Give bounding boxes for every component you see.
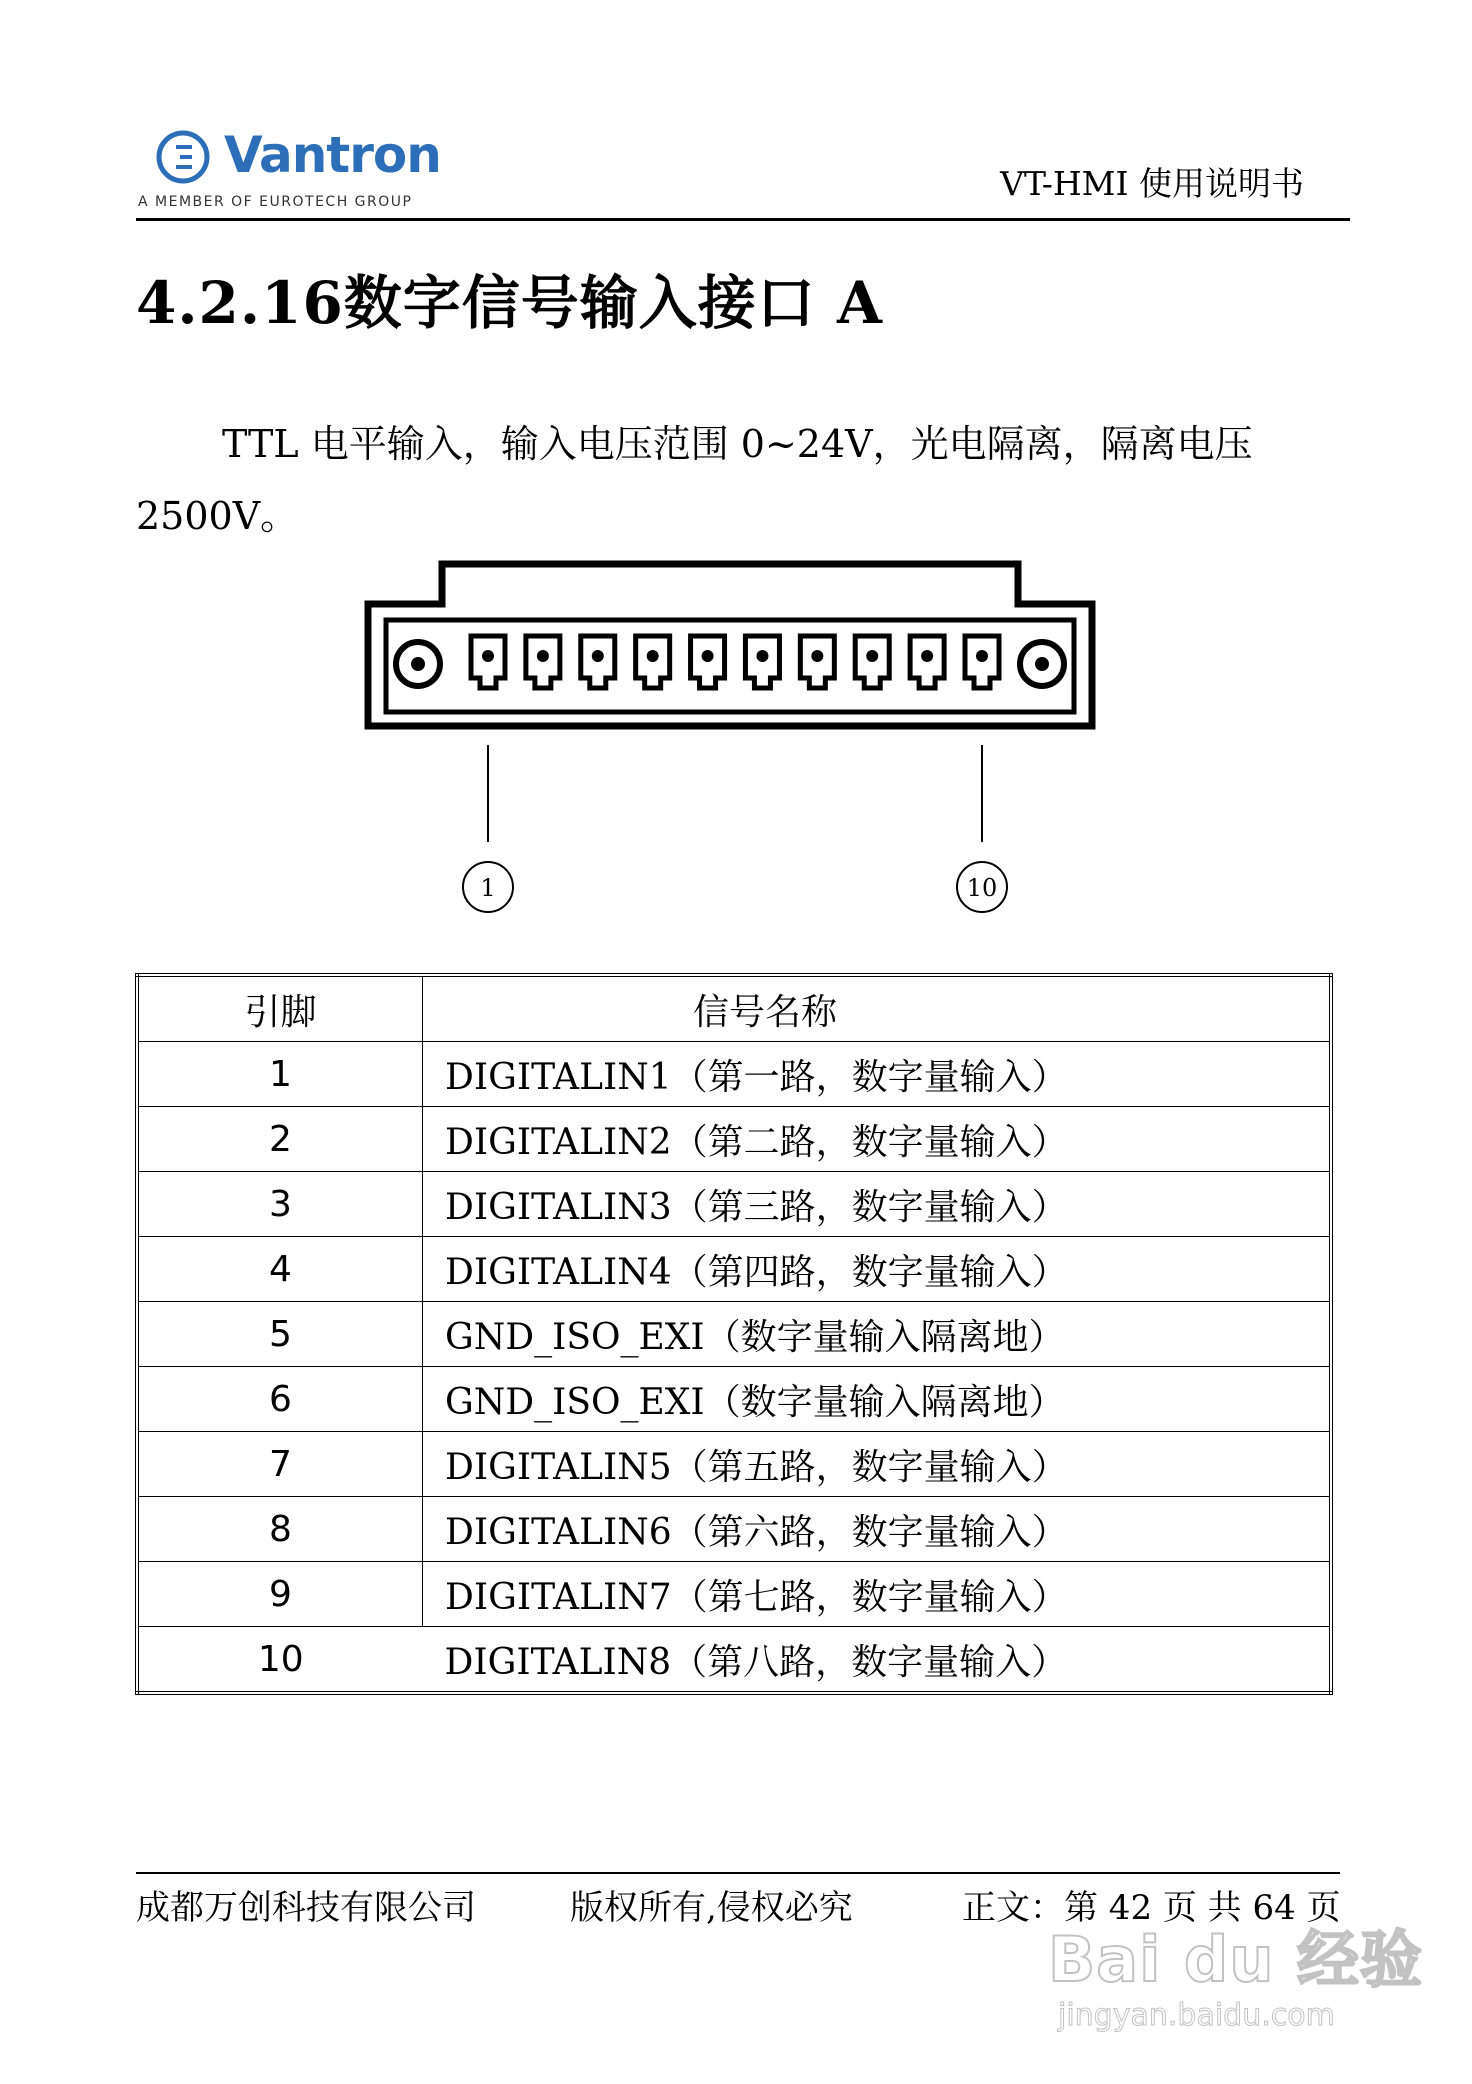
pin-number: 8 — [137, 1497, 423, 1562]
signal-name: DIGITALIN4（第四路，数字量输入） — [423, 1237, 1332, 1302]
signal-name: DIGITALIN8（第八路，数字量输入） — [423, 1627, 1332, 1694]
connector-pin-8 — [855, 636, 889, 688]
logo-name: Vantron — [224, 126, 441, 184]
callout-label-1: 1 — [480, 874, 496, 902]
section-heading: 4.2.16数字信号输入接口 A — [136, 269, 884, 337]
footer-divider — [136, 1872, 1340, 1874]
signal-name: GND_ISO_EXI（数字量输入隔离地） — [423, 1367, 1332, 1432]
pin-number: 10 — [137, 1627, 423, 1694]
table-row — [137, 1302, 1331, 1367]
connector-pin-3 — [581, 636, 615, 688]
pin-number: 9 — [137, 1562, 423, 1627]
pin-number: 2 — [137, 1107, 423, 1172]
vantron-logo-icon — [156, 130, 210, 184]
footer-page-number: 正文：第 42 页 共 64 页 — [962, 1888, 1341, 1928]
table-row — [137, 1367, 1331, 1432]
logo-tagline: A MEMBER OF EUROTECH GROUP — [138, 194, 413, 210]
signal-name: DIGITALIN6（第六路，数字量输入） — [423, 1497, 1332, 1562]
table-row — [137, 1107, 1331, 1172]
document-title: VT-HMI 使用说明书 — [1000, 164, 1304, 203]
table-row — [137, 1042, 1331, 1107]
connector-pin-10 — [965, 636, 999, 688]
mounting-hole-right — [1020, 642, 1064, 686]
table-row — [137, 1432, 1331, 1497]
pin-group — [471, 636, 999, 688]
table-row — [137, 1627, 1331, 1694]
vantron-logo — [138, 126, 441, 216]
signal-name: DIGITALIN2（第二路，数字量输入） — [423, 1107, 1332, 1172]
intro-paragraph: TTL 电平输入，输入电压范围 0~24V，光电隔离，隔离电压 2500V。 — [136, 422, 1253, 538]
table-row — [137, 1497, 1331, 1562]
connector-pin-2 — [526, 636, 560, 688]
header-divider — [136, 218, 1350, 221]
table-row — [137, 1562, 1331, 1627]
baidu-watermark — [1048, 1910, 1424, 2060]
connector-pin-5 — [691, 636, 725, 688]
pin-number: 1 — [137, 1042, 423, 1107]
pin-number: 4 — [137, 1237, 423, 1302]
footer-copyright: 版权所有,侵权必究 — [570, 1888, 853, 1928]
header-pin: 引脚 — [137, 975, 423, 1042]
pin-number: 3 — [137, 1172, 423, 1237]
pin-assignment-table — [135, 973, 1333, 1695]
signal-name: DIGITALIN1（第一路，数字量输入） — [423, 1042, 1332, 1107]
signal-name: DIGITALIN3（第三路，数字量输入） — [423, 1172, 1332, 1237]
connector-pin-9 — [910, 636, 944, 688]
pin-number: 5 — [137, 1302, 423, 1367]
signal-name: DIGITALIN5（第五路，数字量输入） — [423, 1432, 1332, 1497]
signal-name: DIGITALIN7（第七路，数字量输入） — [423, 1562, 1332, 1627]
watermark-brand: Bai du 经验 — [1048, 1923, 1424, 1996]
connector-pin-1 — [471, 636, 505, 688]
table-header-row — [137, 975, 1331, 1042]
footer-company: 成都万创科技有限公司 — [136, 1888, 476, 1928]
connector-pin-7 — [800, 636, 834, 688]
table-row — [137, 1172, 1331, 1237]
table-row — [137, 1237, 1331, 1302]
mounting-hole-left — [396, 642, 440, 686]
pin-number: 6 — [137, 1367, 423, 1432]
connector-pin-4 — [636, 636, 670, 688]
connector-diagram — [346, 540, 1110, 950]
callout-label-10: 10 — [966, 874, 998, 902]
connector-housing — [368, 564, 1092, 726]
header-signal-name: 信号名称 — [423, 975, 1332, 1042]
connector-pin-6 — [745, 636, 779, 688]
pin-number: 7 — [137, 1432, 423, 1497]
watermark-url: jingyan.baidu.com — [1058, 1998, 1335, 2033]
signal-name: GND_ISO_EXI（数字量输入隔离地） — [423, 1302, 1332, 1367]
